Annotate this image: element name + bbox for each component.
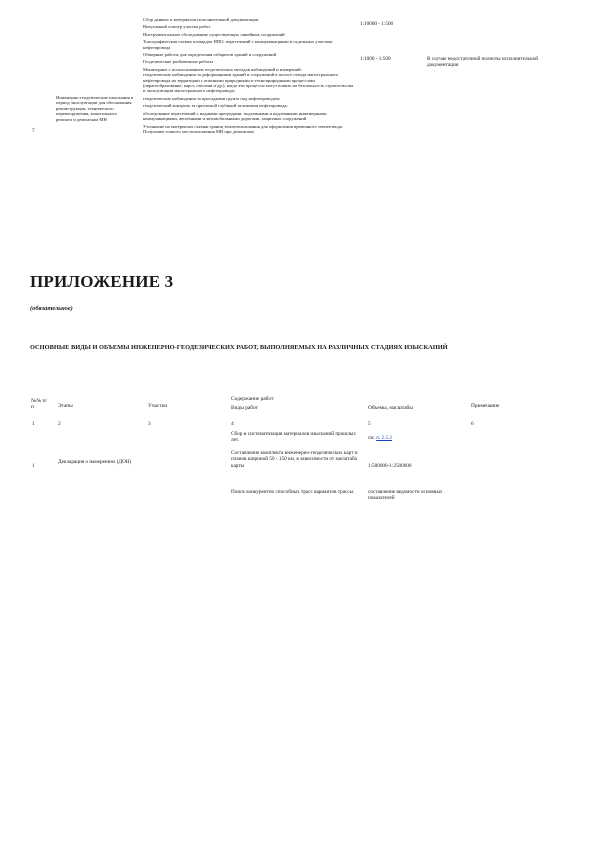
work-cell: Поиск конкурентно способных трасс вариантов трассы. [231, 489, 355, 495]
volume-prefix: см. [368, 435, 377, 441]
work-item: Топографическая съемка площадок НПО, пересечений с коммуникациями и отдельных участков нефтепровода [143, 39, 333, 50]
appendix-title: ПРИЛОЖЕНИЕ 3 [30, 272, 174, 291]
works-cell [143, 17, 355, 136]
scale-cell: 1:10000 - 1:500 [360, 21, 394, 27]
section-reference-link[interactable]: п. 2.5.2 [376, 435, 392, 441]
volume-cell: 1:500000-1:2500000 [368, 463, 412, 469]
work-item: Обмерные работы для определения габаритов зданий и сооружений [143, 52, 277, 58]
volume-cell [368, 435, 392, 441]
work-item: геодезический контроль за проектной глубиной заложения нефтепровода; [143, 103, 288, 109]
column-number: 1 [32, 421, 35, 427]
header-volume: Объемы, масштабы [368, 405, 413, 411]
column-number: 3 [148, 421, 151, 427]
column-number: 5 [368, 421, 371, 427]
stage-cell: Инженерно-геодезические изыскания в период эксплуатации для обоснования реконструкции, технического перевооружения, капитального ремонта и демонтажа МН [56, 95, 134, 122]
row-number: 7 [32, 128, 35, 134]
work-item: Получение точного местоположения МН при демонтаже [143, 128, 255, 134]
work-item: геодезические наблюдения за просадками грунта под нефтепроводом; [143, 95, 281, 101]
work-item: обследование пересечений с водными преградами, подземными и надземными инженерными коммуникациями, железными и автомобильными дорогами, защитных сооружений [143, 110, 327, 122]
note-cell: В случае недостаточной полноты исполнительной документации [427, 56, 539, 69]
work-item: геодезические наблюдения за деформациями зданий и сооружений в полосе отвода магистрального нефтепровода на территории с опасными природными и техноприродными процессами (оврагообразование, карст, оползни и др.), когда эти процессы могут влиять на безопасность строительства и эксплуатации магистрального нефтепровода; [143, 72, 354, 94]
work-item: Мониторинг с использованием геодезических методов наблюдений и измерений: [143, 66, 302, 72]
header-content: Содержание работ [231, 396, 274, 402]
header-types: Виды работ [231, 405, 259, 411]
row-number: 1 [32, 463, 35, 469]
column-number: 6 [471, 421, 474, 427]
header-note: Примечание [471, 403, 500, 409]
column-number: 2 [58, 421, 61, 427]
appendix-heading: ОСНОВНЫЕ ВИДЫ И ОБЪЕМЫ ИНЖЕНЕРНО-ГЕОДЕЗИЧЕСКИХ РАБОТ, ВЫПОЛНЯЕМЫХ НА РАЗЛИЧНЫХ СТАДИЯХ ИЗЫСКАНИЙ [30, 344, 448, 351]
work-cell: Сбор и систематизация материалов изысканий прошлых лет. [231, 431, 356, 444]
header-part: Участки [148, 403, 168, 409]
scale-cell: 1:1000 - 1:500 [360, 56, 391, 62]
work-item: Уточнение на материалах съемки границ землепользования для оформления временного землеотвода. [143, 123, 344, 129]
stage-cell: Декларация о намерениях (ДОН) [58, 459, 132, 465]
work-cell: Составление комплекта инженерно-геодезических карт и планов шириной 50 - 150 км, в зависимости от масштаба карты [231, 450, 358, 469]
appendix-subtitle: (обязательное) [30, 305, 73, 312]
volume-cell: составление ведомости основных показателей [368, 489, 443, 502]
work-item: Инструментальное обследование существующих линейных сооружений [143, 31, 285, 37]
header-stage: Этапы [58, 403, 73, 409]
header-num: №№ п/п [31, 398, 48, 411]
work-item: Визуальный осмотр участка работ [143, 24, 211, 30]
column-number: 4 [231, 421, 234, 427]
work-item: Геодезические разбивочные работы [143, 59, 213, 65]
work-item: Сбор данных и материалов исполнительной документации [143, 17, 259, 22]
